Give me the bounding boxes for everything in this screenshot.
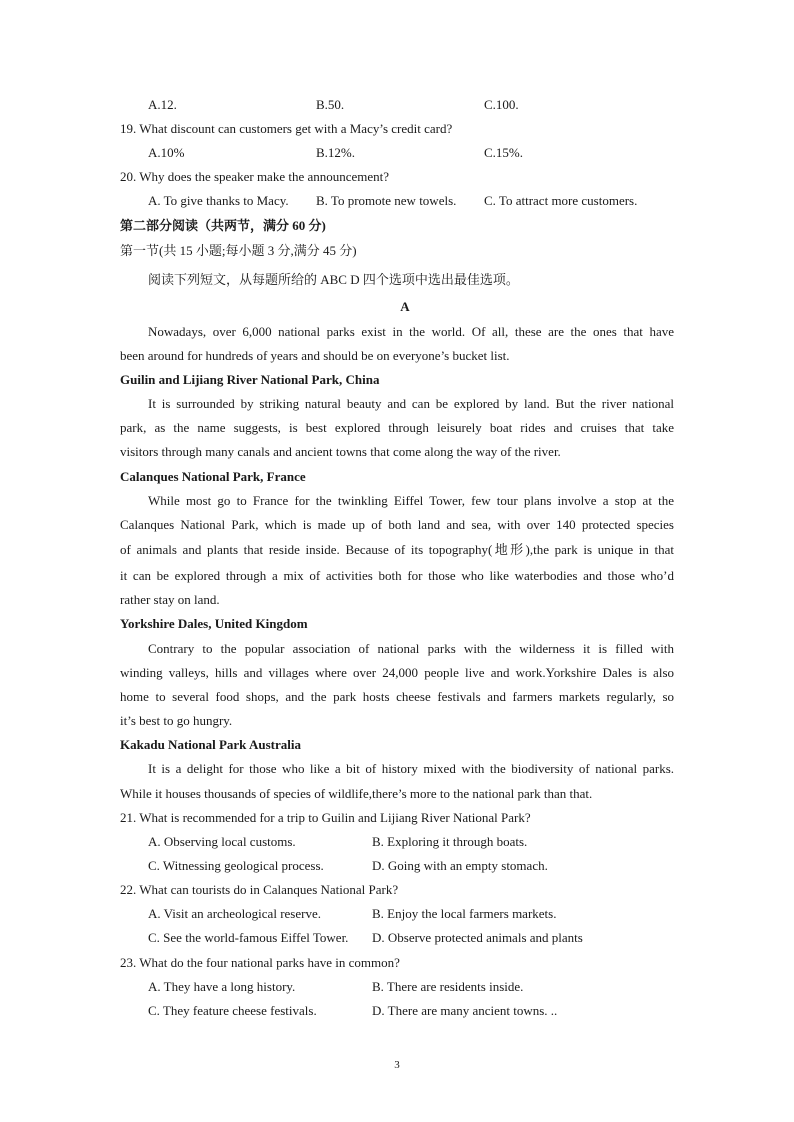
part2-heading: 第二部分阅读（共两节，满分 60 分) <box>120 218 326 233</box>
park-text-line: it can be explored through a mix of activities both for those who like waterbodies and those who’d <box>120 568 674 583</box>
q20-question: 20. Why does the speaker make the announcement? <box>120 169 390 184</box>
park-text-line: home to several food shops, and the park hosts cheese festivals and farmers markets regularly, so <box>120 689 674 704</box>
page-number: 3 <box>394 1059 400 1071</box>
q20-option-b: B. To promote new towels. <box>316 193 457 208</box>
passage-intro-line: Nowadays, over 6,000 national parks exist in the world. Of all, these are the ones that have <box>148 324 674 339</box>
q20-option-a: A. To give thanks to Macy. <box>148 193 289 208</box>
park-title-guilin: Guilin and Lijiang River National Park, China <box>120 372 380 387</box>
park-text-line: It is a delight for those who like a bit of history mixed with the biodiversity of national parks. <box>148 761 674 776</box>
q19-option-a: A.10% <box>148 145 185 160</box>
q21-option-b: B. Exploring it through boats. <box>372 834 528 849</box>
q21-option-a: A. Observing local customs. <box>148 834 296 849</box>
park-text-line: While it houses thousands of species of wildlife,there’s more to the national park than that. <box>120 786 593 801</box>
passage-letter: A <box>400 299 410 314</box>
section1-heading: 第一节(共 15 小题;每小题 3 分,满分 45 分) <box>120 243 357 258</box>
passage-intro-line: been around for hundreds of years and should be on everyone’s bucket list. <box>120 348 510 363</box>
q23-question: 23. What do the four national parks have in common? <box>120 955 400 970</box>
park-text-line: of animals and plants that reside inside. Because of its topography(地形),the park is unique in that <box>120 542 674 557</box>
q19-question: 19. What discount can customers get with a Macy’s credit card? <box>120 121 453 136</box>
q21-question: 21. What is recommended for a trip to Guilin and Lijiang River National Park? <box>120 810 531 825</box>
park-title-kakadu: Kakadu National Park Australia <box>120 737 301 752</box>
park-text-line: winding valleys, hills and villages where over 24,000 people live and work.Yorkshire Dales is also <box>120 665 674 680</box>
q22-question: 22. What can tourists do in Calanques National Park? <box>120 882 399 897</box>
park-text-line: rather stay on land. <box>120 592 220 607</box>
park-text-line: Calanques National Park, which is made up of both land and sea, with over 140 protected species <box>120 517 674 532</box>
park-text-line: It is surrounded by striking natural beauty and can be explored by land. But the river national <box>148 396 674 411</box>
q22-option-a: A. Visit an archeological reserve. <box>148 906 321 921</box>
park-title-calanques: Calanques National Park, France <box>120 469 306 484</box>
q18-option-c: C.100. <box>484 97 519 112</box>
q19-option-c: C.15%. <box>484 145 523 160</box>
q23-option-a: A. They have a long history. <box>148 979 296 994</box>
q18-option-a: A.12. <box>148 97 177 112</box>
q20-option-c: C. To attract more customers. <box>484 193 638 208</box>
q22-option-b: B. Enjoy the local farmers markets. <box>372 906 557 921</box>
q21-option-c: C. Witnessing geological process. <box>148 858 324 873</box>
q23-option-c: C. They feature cheese festivals. <box>148 1003 317 1018</box>
park-text-line: visitors through many canals and ancient towns that come along the way of the river. <box>120 444 561 459</box>
q18-option-b: B.50. <box>316 97 345 112</box>
q21-option-d: D. Going with an empty stomach. <box>372 858 548 873</box>
park-text-line: it’s best to go hungry. <box>120 713 233 728</box>
q19-option-b: B.12%. <box>316 145 355 160</box>
reading-instruction: 阅读下列短文，从每题所给的 ABC D 四个选项中选出最佳选项。 <box>148 272 519 287</box>
park-title-yorkshire: Yorkshire Dales, United Kingdom <box>120 616 308 631</box>
park-text-line: While most go to France for the twinkling Eiffel Tower, few tour plans involve a stop at the <box>148 493 674 508</box>
q23-option-b: B. There are residents inside. <box>372 979 524 994</box>
park-text-line: park, as the name suggests, is best explored through leisurely boat rides and cruises that take <box>120 420 674 435</box>
q23-option-d: D. There are many ancient towns. .. <box>372 1003 558 1018</box>
q22-option-d: D. Observe protected animals and plants <box>372 930 583 945</box>
q22-option-c: C. See the world-famous Eiffel Tower. <box>148 930 349 945</box>
park-text-line: Contrary to the popular association of national parks with the wilderness it is filled with <box>148 641 674 656</box>
